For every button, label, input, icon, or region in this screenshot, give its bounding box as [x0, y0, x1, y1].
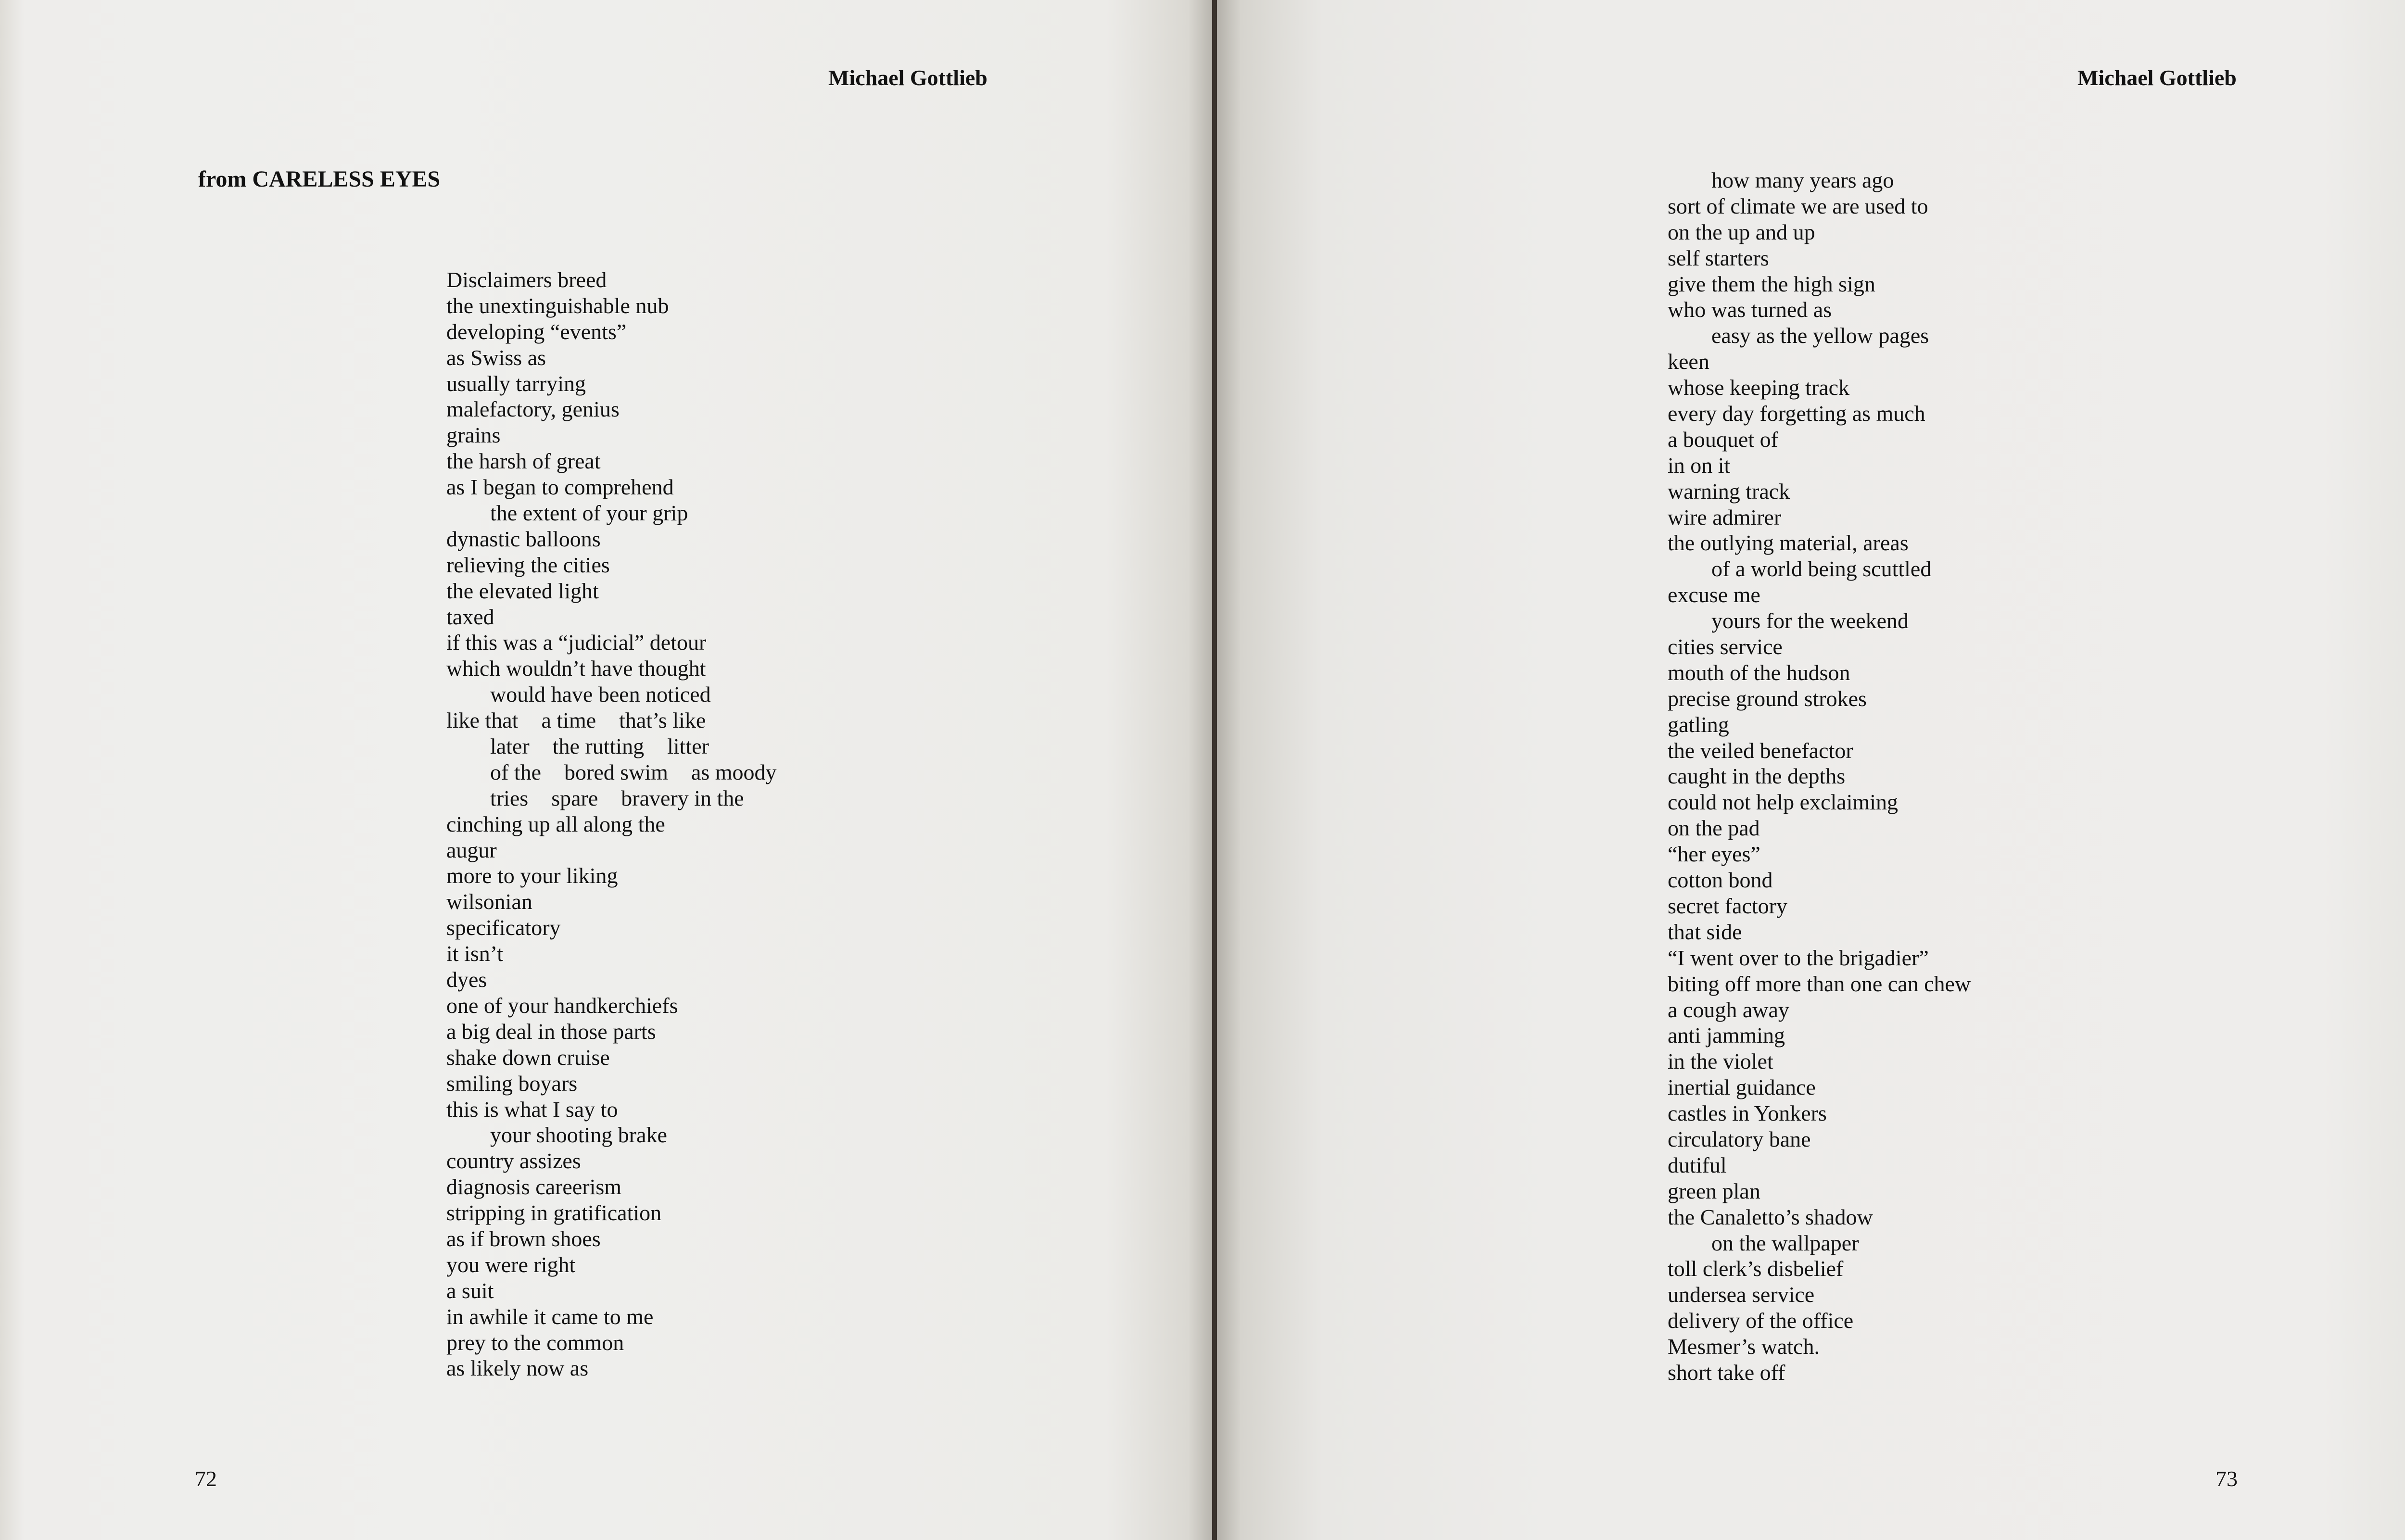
poem-line: prey to the common: [446, 1330, 624, 1355]
poem-line: as likely now as: [446, 1356, 589, 1381]
poem-line: grains: [446, 423, 501, 448]
poem-line: precise ground strokes: [1668, 686, 1867, 711]
poem-line: circulatory bane: [1668, 1126, 1811, 1151]
poem-right: [1668, 167, 1971, 1386]
poem-left: [446, 267, 777, 1381]
poem-line: give them the high sign: [1668, 271, 1875, 296]
poem-line: biting off more than one can chew: [1668, 971, 1971, 996]
poem-line: toll clerk’s disbelief: [1668, 1256, 1844, 1281]
poem-line: as Swiss as: [446, 345, 546, 370]
poem-line: country assizes: [446, 1149, 581, 1174]
poem-line: a bouquet of: [1668, 427, 1778, 452]
poem-line: if this was a “judicial” detour: [446, 630, 707, 655]
poem-line: could not help exclaiming: [1668, 790, 1899, 815]
poem-line: caught in the depths: [1668, 764, 1846, 789]
poem-line: one of your handkerchiefs: [446, 993, 678, 1018]
poem-line: in the violet: [1668, 1049, 1773, 1074]
poem-line-fragment: bravery in the: [621, 785, 744, 810]
poem-line: in on it: [1668, 453, 1731, 478]
poem-line: the unextinguishable nub: [446, 293, 669, 318]
poem-line: [446, 785, 777, 811]
poem-line: “her eyes”: [1668, 842, 1760, 867]
page-number-right: 73: [2215, 1466, 2238, 1491]
poem-line: castles in Yonkers: [1668, 1101, 1827, 1126]
poem-line-fragment: bored swim: [564, 759, 668, 784]
poem-line-fragment: like that: [446, 708, 519, 733]
poem-line: the elevated light: [446, 578, 599, 603]
poem-line: secret factory: [1668, 893, 1788, 918]
poem-line: shake down cruise: [446, 1045, 610, 1070]
poem-line: dyes: [446, 967, 487, 992]
poem-line: “I went over to the brigadier”: [1668, 945, 1929, 970]
poem-line: you were right: [446, 1252, 576, 1277]
poem-line: the harsh of great: [446, 449, 601, 474]
poem-line-fragment: the rutting: [552, 734, 645, 759]
poem-line: a suit: [446, 1278, 494, 1303]
book-gutter: [1212, 0, 1217, 1540]
poem-line: on the wallpaper: [1711, 1230, 1859, 1255]
right-page: [1217, 0, 2405, 1540]
poem-line: in awhile it came to me: [446, 1304, 654, 1329]
poem-line: Disclaimers breed: [446, 267, 607, 292]
poem-line: relieving the cities: [446, 552, 610, 577]
poem-line: on the up and up: [1668, 219, 1815, 244]
poem-line: mouth of the hudson: [1668, 660, 1850, 685]
poem-line: delivery of the office: [1668, 1308, 1854, 1333]
poem-line: cinching up all along the: [446, 811, 665, 836]
poem-line: inertial guidance: [1668, 1075, 1816, 1100]
poem-line: cities service: [1668, 634, 1783, 659]
poem-line: green plan: [1668, 1178, 1760, 1203]
poem-line: taxed: [446, 604, 494, 629]
poem-line: as I began to comprehend: [446, 475, 674, 500]
poem-line: short take off: [1668, 1360, 1785, 1385]
poem-line: yours for the weekend: [1711, 608, 1909, 633]
poem-line: wilsonian: [446, 889, 532, 914]
poem-line: developing “events”: [446, 319, 627, 344]
poem-line: every day forgetting as much: [1668, 401, 1925, 426]
poem-line: cotton bond: [1668, 868, 1773, 893]
poem-line: self starters: [1668, 245, 1769, 270]
poem-line: Mesmer’s watch.: [1668, 1334, 1820, 1359]
poem-line-fragment: of the: [490, 759, 542, 784]
poem-line: it isn’t: [446, 941, 504, 966]
poem-line-fragment: tries: [490, 785, 529, 810]
poem-line: diagnosis careerism: [446, 1174, 622, 1199]
poem-line: more to your liking: [446, 863, 618, 888]
poem-line: dutiful: [1668, 1152, 1727, 1177]
poem-line: usually tarrying: [446, 371, 586, 396]
poem-line-fragment: litter: [667, 734, 709, 759]
poem-line: dynastic balloons: [446, 526, 601, 551]
poem-heading: from CARELESS EYES: [198, 166, 441, 192]
poem-line-fragment: that’s like: [619, 708, 706, 733]
poem-line: augur: [446, 837, 497, 862]
poem-line: as if brown shoes: [446, 1226, 601, 1251]
poem-line: the outlying material, areas: [1668, 530, 1909, 555]
poem-line: of a world being scuttled: [1711, 556, 1932, 581]
poem-line: how many years ago: [1711, 168, 1894, 192]
poem-line: a big deal in those parts: [446, 1019, 656, 1044]
poem-line: easy as the yellow pages: [1711, 323, 1929, 348]
poem-line: who was turned as: [1668, 297, 1832, 322]
poem-line: which wouldn’t have thought: [446, 656, 706, 681]
poem-line: [446, 759, 777, 785]
poem-line: the Canaletto’s shadow: [1668, 1204, 1873, 1229]
poem-line: would have been noticed: [490, 682, 711, 707]
poem-line: whose keeping track: [1668, 375, 1850, 400]
poem-line: gatling: [1668, 712, 1729, 737]
poem-line: sort of climate we are used to: [1668, 193, 1928, 218]
poem-line: [446, 707, 777, 733]
poem-line-fragment: later: [490, 734, 530, 759]
poem-line-fragment: as moody: [691, 759, 777, 784]
poem-line: warning track: [1668, 479, 1790, 504]
poem-line: keen: [1668, 349, 1709, 374]
poem-line: smiling boyars: [446, 1071, 578, 1096]
poem-line: anti jamming: [1668, 1023, 1785, 1048]
poem-line: [446, 733, 777, 759]
poem-line: undersea service: [1668, 1282, 1815, 1307]
poem-line: a cough away: [1668, 997, 1789, 1022]
poem-line: your shooting brake: [490, 1123, 667, 1148]
poem-line-fragment: a time: [541, 708, 596, 733]
running-header-left: Michael Gottlieb: [828, 65, 987, 90]
poem-line: specificatory: [446, 915, 561, 940]
running-header-right: Michael Gottlieb: [2077, 65, 2237, 90]
poem-line: this is what I say to: [446, 1097, 618, 1122]
poem-line: that side: [1668, 919, 1742, 944]
poem-line: wire admirer: [1668, 505, 1782, 530]
poem-line: on the pad: [1668, 816, 1760, 841]
poem-line: the extent of your grip: [490, 501, 688, 526]
poem-line: excuse me: [1668, 582, 1760, 607]
page-number-left: 72: [195, 1466, 217, 1491]
poem-line: stripping in gratification: [446, 1200, 662, 1225]
poem-line-fragment: spare: [551, 785, 598, 810]
poem-line: the veiled benefactor: [1668, 738, 1853, 763]
poem-line: malefactory, genius: [446, 397, 620, 422]
